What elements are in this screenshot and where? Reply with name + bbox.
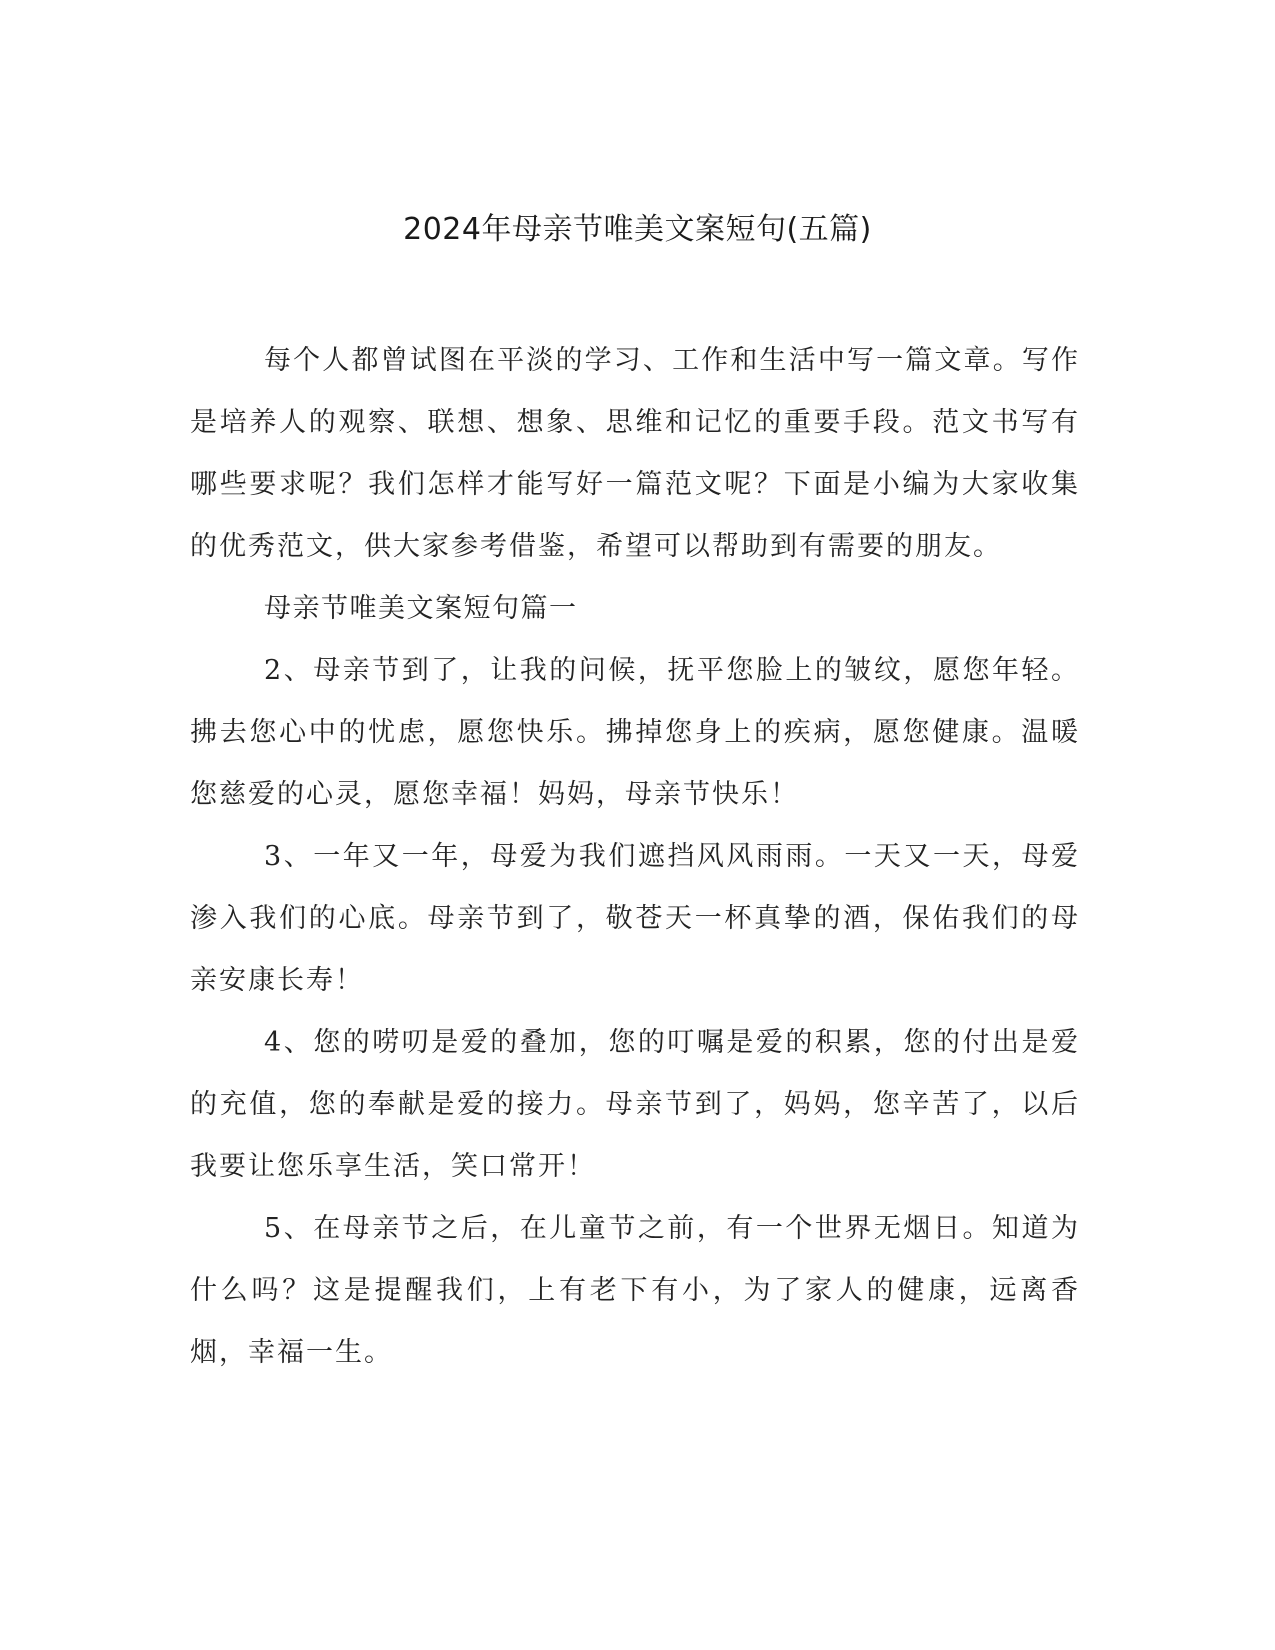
document-body — [190, 330, 1080, 1384]
document-title: 2024年母亲节唯美文案短句(五篇) — [403, 212, 872, 247]
intro-paragraph: 每个人都曾试图在平淡的学习、工作和生活中写一篇文章。写作是培养人的观察、联想、想象、思维和记忆的重要手段。范文书写有哪些要求呢？我们怎样才能写好一篇范文呢？下面是小编为大家收集的优秀范文，供大家参考借鉴，希望可以帮助到有需要的朋友。 — [190, 345, 1080, 562]
quote-paragraph-4: 4、您的唠叨是爱的叠加，您的叮嘱是爱的积累，您的付出是爱的充值，您的奉献是爱的接力。母亲节到了，妈妈，您辛苦了，以后我要让您乐享生活，笑口常开！ — [190, 1027, 1080, 1182]
section-heading: 母亲节唯美文案短句篇一 — [264, 593, 578, 624]
quote-paragraph-2: 2、母亲节到了，让我的问候，抚平您脸上的皱纹，愿您年轻。拂去您心中的忧虑，愿您快乐。拂掉您身上的疾病，愿您健康。温暖您慈爱的心灵，愿您幸福！妈妈，母亲节快乐！ — [190, 655, 1080, 810]
quote-paragraph-3: 3、一年又一年，母爱为我们遮挡风风雨雨。一天又一天，母爱渗入我们的心底。母亲节到了，敬苍天一杯真挚的酒，保佑我们的母亲安康长寿！ — [190, 841, 1080, 996]
quote-paragraph-5: 5、在母亲节之后，在儿童节之前，有一个世界无烟日。知道为什么吗？这是提醒我们，上有老下有小，为了家人的健康，远离香烟，幸福一生。 — [190, 1213, 1080, 1368]
